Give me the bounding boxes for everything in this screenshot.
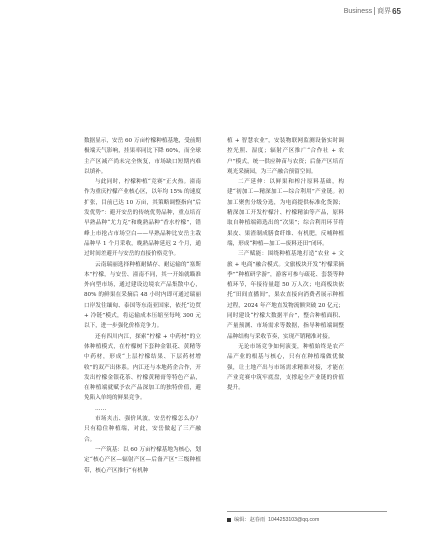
paragraph: 植 + 智慧农业”，安装物联网监测设备实时调控光照、湿度；辐射产区推广“合作社 + 农户”模式，统一供应种苗与农资；后备产区培育观光采摘园，为三产融合预留空间。 <box>227 138 344 175</box>
paragraph: 与此同时，柠檬种植“竞赛”正火热。潼南作为重庆柠檬产业核心区，以年均 15% 的速度扩张，目前已达 10 万亩，其策略调整指向“后发优势”：避开安岳的传统优势品种，重点培育早熟品种“尤力克”和晚熟品种“香水柠檬”，错峰上市抢占市场空白——早熟品种比安岳主栽品种早 1 个月采收，晚熟品种延迟 2 个月，通过时间差避开与安岳的直接价格竞争。 <box>84 179 201 258</box>
header-divider <box>374 7 375 15</box>
section-name: 商界 <box>377 8 392 15</box>
paragraph: 一产筑基：以 60 万亩柠檬基地为核心，划定“核心产区—辐射产区—后备产区”三级种植带，核心产区推行“有机种 <box>84 446 201 474</box>
magazine-name: Business <box>343 7 373 15</box>
page-number: 65 <box>392 6 401 16</box>
editor-label: 编辑：赵春雨 <box>234 517 266 523</box>
paragraph: 无论市场竞争如何演变，种植始终是农产品产业的根基与核心，只有在种植端做优做强，让土地产出与市场需求精准对接，才能在产业竞赛中筑牢底盘，支撑起全产业链的价值提升。 <box>227 343 344 392</box>
paragraph: 云南瑞丽选择种植耐储存、耐运输的“塞斯本”柠檬，与安岳、潼南不同，其一开始就瞄准外向型市场，通过建设边境农产品集散中心，80% 的鲜果在采摘后 48 小时内即可通过瑞丽口岸发往缅甸、泰国等东南亚国家，依托“边贸 + 冷链”模式，将运输成本压缩至每吨 300 元以下，进一步强化价格竞争力。 <box>84 261 201 330</box>
paragraph: 市场夹击、强价风波，安岳柠檬怎么办？只有稳住种植端，对此，安岳做起了三产融合。 <box>84 416 201 443</box>
right-text-column <box>227 136 344 393</box>
page-header <box>344 4 401 18</box>
paragraph: 三产赋能：围绕种植基地打造“农业 + 文旅 + 电商”融合模式。文旅板块开发“柠檬采摘季”“种植研学游”，游客可参与疏花、套袋等种植环节，年接待量超 50 万人次；电商板块依托“田间直播间”，果农直接向消费者展示种植过程，2024 年产地直发物流额突破 20 亿元；同时建设“柠檬大数据平台”，整合种植面积、产量预测、市场需求等数据，指导种植端调整品种结构与采收节奏，实现产销精准对接。 <box>227 251 344 340</box>
paragraph: 数据显示，安岳 60 万亩柠檬种植基地，受前期极端天气影响，挂果率同比下降 60%，而全球主产区减产尚未完全恢复，市场缺口短期内难以填补。 <box>84 138 201 175</box>
editor-footer <box>227 511 387 523</box>
paragraph: 还有四川内江，探索“柠檬 + 中药材”的立体种植模式，在柠檬树下套种金银花、黄精等中药材，形成“上层柠檬结果、下层药材增收”的双产出体系。内江还与本地药企合作，开发出柠檬金银花茶、柠檬黄精膏等特色产品，在种植端就赋予农产品深加工的独特价值，避免陷入单纯的鲜果竞争。 <box>84 333 201 402</box>
editor-email: 1044253103@qq.com <box>268 516 320 523</box>
left-text-column <box>84 136 201 476</box>
paragraph: …… <box>95 405 107 412</box>
square-bullet-icon <box>227 518 231 522</box>
paragraph: 二产延伸：以鲜果和榨汁原料基础，构建“初加工—精深加工—综合利用”产业链。初加工聚焦分级分选，为电商提供标准化货源；精深加工开发柠檬汁、柠檬精油等产品，原料取自种植端筛选出的“次果”；综合利用环节将果皮、果渣制成膳食纤维、有机肥，反哺种植端，形成“种植—加工—废料还田”闭环。 <box>227 179 344 247</box>
